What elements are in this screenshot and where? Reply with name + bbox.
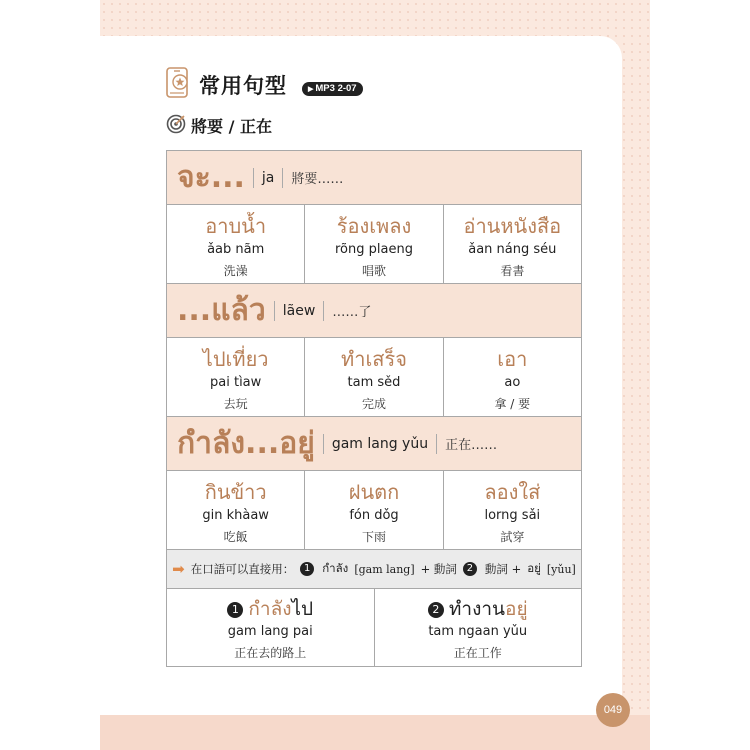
divider	[436, 434, 437, 454]
usage-note	[167, 550, 581, 589]
play-icon: ▶	[308, 86, 314, 93]
page-number: 049	[596, 693, 630, 727]
word-cell	[167, 205, 305, 283]
word-cell	[167, 338, 305, 416]
divider	[282, 168, 283, 188]
word-chinese: 洗澡	[223, 264, 248, 278]
word-chinese: 試穿	[500, 530, 525, 544]
word-thai: อ่านหนังสือ	[463, 214, 562, 238]
usage-thai-highlight: กำลัง	[248, 598, 292, 620]
pattern-table	[166, 150, 582, 667]
word-romanization: tam sěd	[347, 375, 401, 390]
pattern-header-row	[167, 284, 581, 338]
footer-band	[100, 715, 650, 750]
usage-thai	[227, 597, 313, 621]
word-cell	[305, 205, 443, 283]
word-cell	[444, 471, 581, 549]
usage-thai-highlight: อยู่	[505, 598, 528, 620]
usage-thai-rest: ไป	[291, 598, 314, 620]
pattern-thai: จะ...	[177, 159, 245, 195]
note-lead: 在口語可以直接用：	[190, 562, 295, 576]
pattern-meaning: 將要……	[291, 172, 344, 187]
word-cell	[444, 205, 581, 283]
word-romanization: gin khàaw	[202, 508, 269, 523]
number-badge: 1	[300, 562, 314, 576]
pattern-meaning: 正在……	[445, 438, 498, 453]
word-chinese: 吃飯	[223, 530, 248, 544]
divider	[274, 301, 275, 321]
word-thai: อาบน้ำ	[205, 214, 267, 238]
word-thai: กินข้าว	[204, 480, 267, 504]
pattern-thai: ...แล้ว	[177, 292, 266, 328]
example-words-row	[167, 205, 581, 284]
audio-badge-label: MP3 2-07	[315, 83, 357, 94]
usage-example-cell	[375, 589, 582, 666]
word-romanization: ao	[504, 375, 521, 390]
word-chinese: 下雨	[361, 530, 386, 544]
usage-chinese: 正在去的路上	[234, 646, 307, 660]
word-romanization: lorng sǎi	[484, 508, 541, 523]
divider	[323, 434, 324, 454]
usage-examples-row	[167, 589, 581, 666]
word-romanization: ǎan náng séu	[468, 242, 557, 257]
number-badge: 2	[463, 562, 477, 576]
word-chinese: 拿 / 要	[494, 397, 531, 411]
divider	[253, 168, 254, 188]
note-plus-verb: + 動詞	[420, 562, 457, 576]
word-romanization: pai tìaw	[210, 375, 262, 390]
word-thai: ทำเสร็จ	[341, 347, 407, 371]
note-verb-plus: 動詞 +	[484, 562, 522, 576]
word-thai: ไปเที่ยว	[202, 347, 269, 371]
pattern-meaning: ……了	[332, 305, 372, 320]
example-words-row	[167, 338, 581, 417]
usage-romanization: gam lang pai	[227, 624, 313, 639]
word-chinese: 唱歌	[361, 264, 386, 278]
note-thai-2: อยู่	[527, 561, 541, 575]
pattern-romanization: ja	[261, 169, 275, 186]
divider	[323, 301, 324, 321]
pattern-header-row	[167, 151, 581, 205]
usage-romanization: tam ngaan yǔu	[428, 624, 528, 639]
word-thai: เอา	[497, 347, 528, 371]
usage-thai-rest: ทำงาน	[448, 598, 506, 620]
number-badge: 1	[227, 602, 243, 618]
example-words-row	[167, 471, 581, 550]
pattern-header-row	[167, 417, 581, 471]
section-title: 常用句型	[199, 74, 287, 98]
word-cell	[444, 338, 581, 416]
word-cell	[305, 338, 443, 416]
note-romanization-1: [gam lang]	[354, 562, 415, 576]
pattern-thai: กำลัง...อยู่	[177, 425, 315, 461]
word-thai: ฝนตก	[348, 480, 400, 504]
pattern-romanization: gam lang yǔu	[331, 435, 429, 452]
word-chinese: 去玩	[223, 397, 248, 411]
word-chinese: 看書	[500, 264, 525, 278]
note-thai-1: กำลัง	[322, 561, 349, 575]
usage-thai	[428, 597, 528, 621]
pattern-romanization: lãew	[282, 302, 316, 319]
word-romanization: rõng plaeng	[335, 242, 413, 257]
word-cell	[167, 471, 305, 549]
usage-chinese: 正在工作	[453, 646, 502, 660]
target-icon	[166, 114, 186, 134]
word-thai: ร้องเพลง	[336, 214, 412, 238]
number-badge: 2	[428, 602, 444, 618]
word-cell	[305, 471, 443, 549]
section-subtitle: 將要 / 正在	[191, 117, 272, 136]
word-chinese: 完成	[361, 397, 386, 411]
word-romanization: ǎab nãm	[207, 242, 265, 257]
usage-example-cell	[167, 589, 375, 666]
arrow-right-icon: ➡	[172, 560, 185, 578]
word-thai: ลองใส่	[484, 480, 541, 504]
phone-star-icon	[165, 67, 191, 99]
audio-badge[interactable]	[302, 82, 363, 96]
word-romanization: fón dǒg	[349, 508, 399, 523]
note-romanization-2: [yǔu]	[546, 562, 576, 576]
